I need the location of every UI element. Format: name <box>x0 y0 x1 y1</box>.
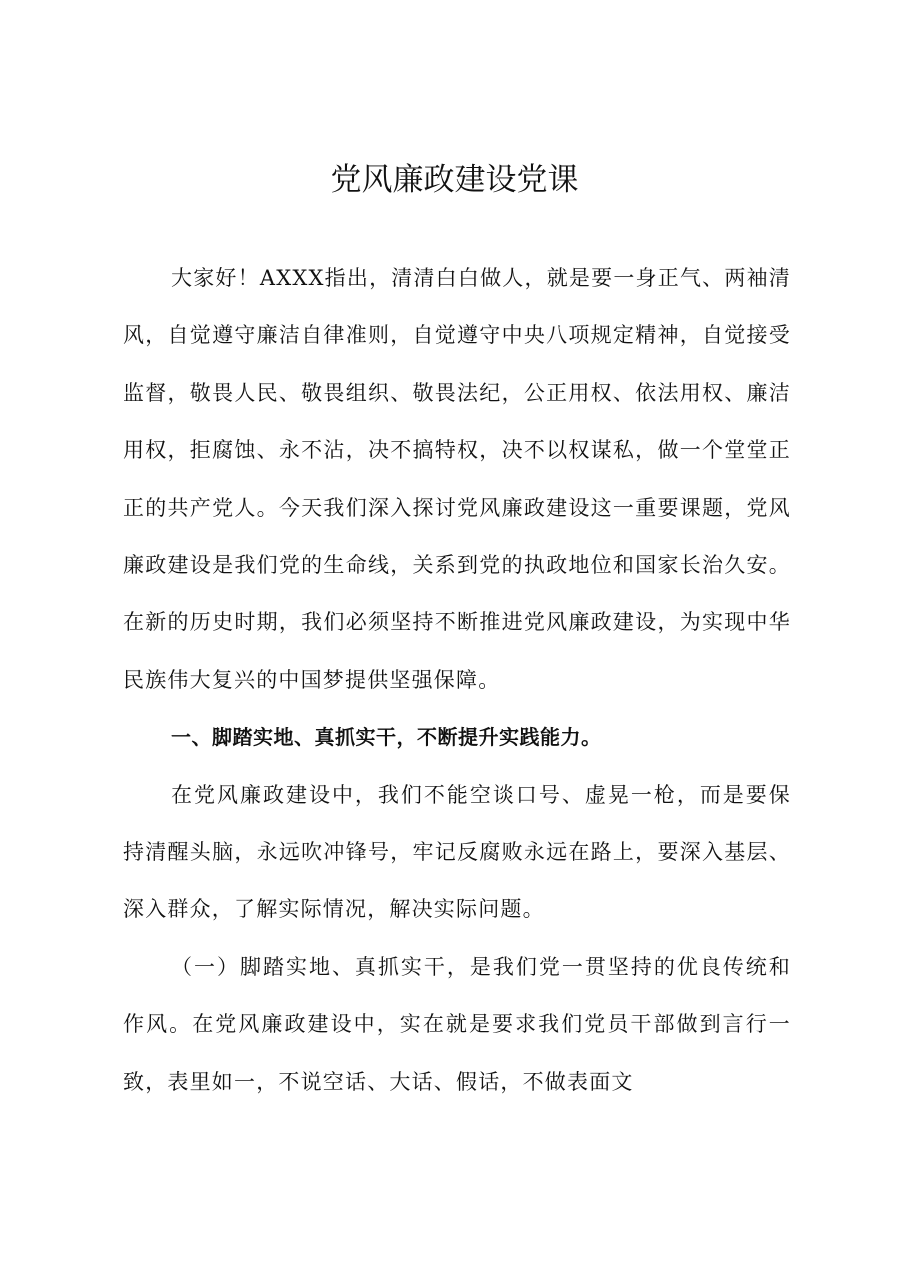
section-heading-1: 一、脚踏实地、真抓实干，不断提升实践能力。 <box>171 725 602 750</box>
document-title: 党风廉政建设党课 <box>330 162 579 198</box>
document-body <box>123 250 791 1111</box>
section-1-paragraph: 在党风廉政建设中，我们不能空谈口号、虚晃一枪，而是要保持清醒头脑，永远吹冲锋号，牢记反腐败永远在路上，要深入基层、深入群众，了解实际情况，解决实际问题。 <box>123 782 791 922</box>
subsection-1-paragraph: （一）脚踏实地、真抓实干，是我们党一贯坚持的优良传统和作风。在党风廉政建设中，实在就是要求我们党员干部做到言行一致，表里如一，不说空话、大话、假话，不做表面文 <box>123 954 791 1094</box>
intro-paragraph: 大家好！AXXX指出，清清白白做人，就是要一身正气、两袖清风，自觉遵守廉洁自律准则，自觉遵守中央八项规定精神，自觉接受监督，敬畏人民、敬畏组织、敬畏法纪，公正用权、依法用权、廉洁用权，拒腐蚀、永不沾，决不搞特权，决不以权谋私，做一个堂堂正正的共产党人。今天我们深入探讨党风廉政建设这一重要课题，党风廉政建设是我们党的生命线，关系到党的执政地位和国家长治久安。在新的历史时期，我们必须坚持不断推进党风廉政建设，为实现中华民族伟大复兴的中国梦提供坚强保障。 <box>123 266 791 692</box>
